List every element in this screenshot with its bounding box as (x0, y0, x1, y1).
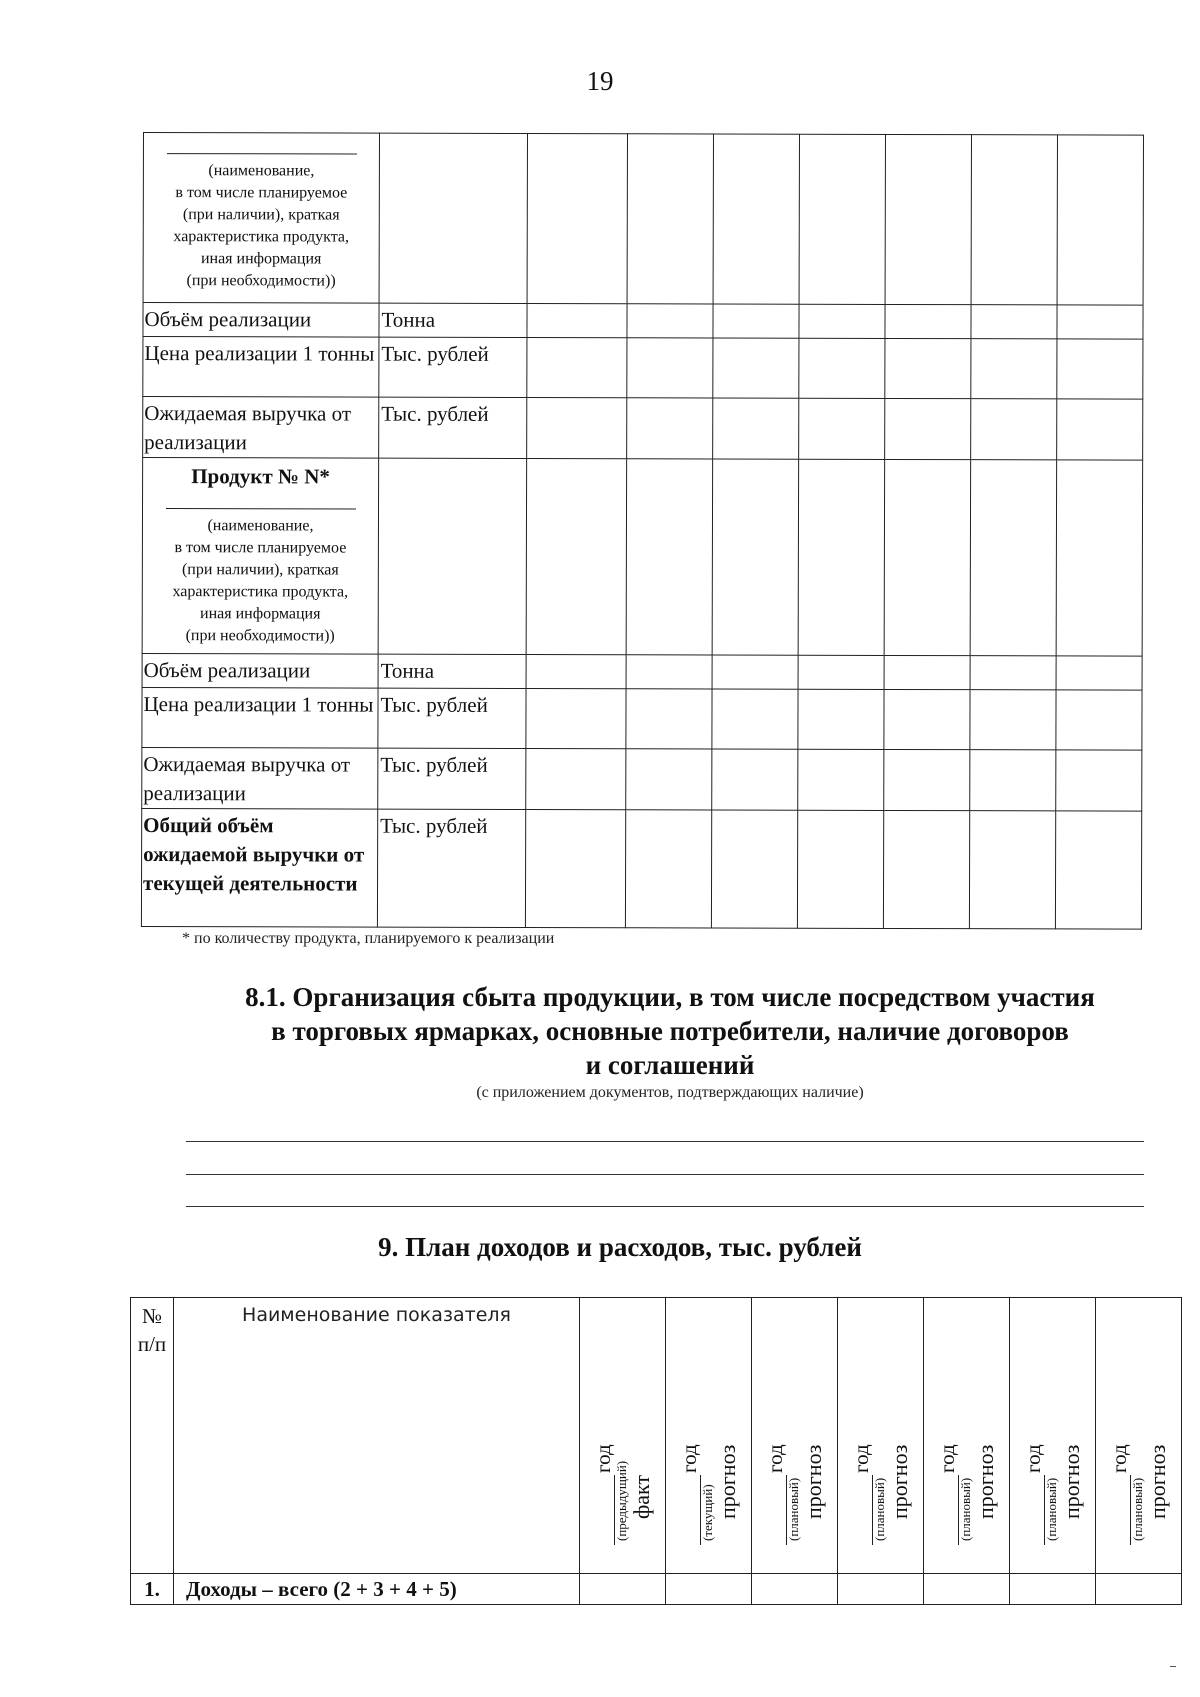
row-unit: Тыс. рублей (379, 337, 527, 397)
header-year-col: год (плановый) прогноз (752, 1298, 838, 1574)
page-number: 19 (586, 66, 614, 96)
table-row (131, 1574, 1182, 1605)
row-unit: Тыс. рублей (378, 688, 526, 748)
product-n-title: Продукт № N* (191, 464, 330, 489)
product-1-description: (наименование, в том числе планируемое (при наличии), краткая характеристика продукта, иная информация (при необходимости)) (173, 162, 350, 290)
table-row (143, 303, 1143, 340)
sales-table (141, 132, 1144, 930)
header-number: № п/п (131, 1298, 174, 1574)
row-label: Ожидаемая выручка от реализации (142, 747, 378, 809)
product-1-description-cell (143, 133, 379, 304)
table-header-row (131, 1298, 1182, 1574)
table-row (142, 653, 1142, 690)
fill-line (186, 1141, 1144, 1142)
total-row (141, 808, 1141, 929)
table-row (143, 397, 1143, 461)
row-unit: Тонна (378, 654, 526, 688)
row-unit: Тыс. рублей (379, 397, 527, 458)
row-label: Цена реализации 1 тонны (143, 337, 379, 398)
header-year-col: год (предыдущий) факт (580, 1298, 666, 1574)
header-year-col: год (плановый) прогноз (838, 1298, 924, 1574)
header-year-col: год (плановый) прогноз (1096, 1298, 1182, 1574)
section-8-1-subtitle: (с приложением документов, подтверждающих наличие) (476, 1084, 864, 1101)
row-label: Цена реализации 1 тонны (142, 687, 378, 748)
row-unit: Тонна (379, 303, 527, 337)
header-year-col: год (текущий) прогноз (666, 1298, 752, 1574)
row-indicator: Доходы – всего (2 + 3 + 4 + 5) (174, 1574, 580, 1605)
total-unit: Тыс. рублей (377, 809, 525, 927)
row-label: Объём реализации (143, 303, 379, 338)
footnote: * по количеству продукта, планируемого к реализации (182, 930, 555, 947)
row-unit: Тыс. рублей (378, 748, 526, 809)
table-row (142, 747, 1142, 811)
total-label: Общий объём ожидаемой выручки от текущей деятельности (141, 808, 377, 927)
row-label: Объём реализации (142, 653, 378, 688)
table-row (142, 687, 1142, 750)
row-number: 1. (131, 1574, 174, 1605)
product-n-description-cell (142, 458, 379, 655)
table-row (143, 337, 1143, 400)
header-year-col: год (плановый) прогноз (924, 1298, 1010, 1574)
row-label: Ожидаемая выручка от реализации (143, 397, 379, 459)
product-n-description: (наименование, в том числе планируемое (при наличии), краткая характеристика продукта, иная информация (при необходимости)) (172, 517, 349, 645)
fill-line (186, 1174, 1144, 1175)
product-n-description-row (142, 458, 1143, 657)
product-1-description-row (143, 133, 1143, 306)
section-8-1-title: 8.1. Организация сбыта продукции, в том числе посредством участия в торговых ярмарках, основные потребители, наличие договоров и соглашений (245, 982, 1095, 1080)
section-9-title: 9. План доходов и расходов, тыс. рублей (378, 1232, 862, 1262)
header-indicator-name: Наименование показателя (174, 1298, 580, 1574)
income-expense-table (130, 1297, 1182, 1605)
header-year-col: год (плановый) прогноз (1010, 1298, 1096, 1574)
fill-line (186, 1206, 1144, 1207)
scan-mark (1170, 1666, 1176, 1667)
